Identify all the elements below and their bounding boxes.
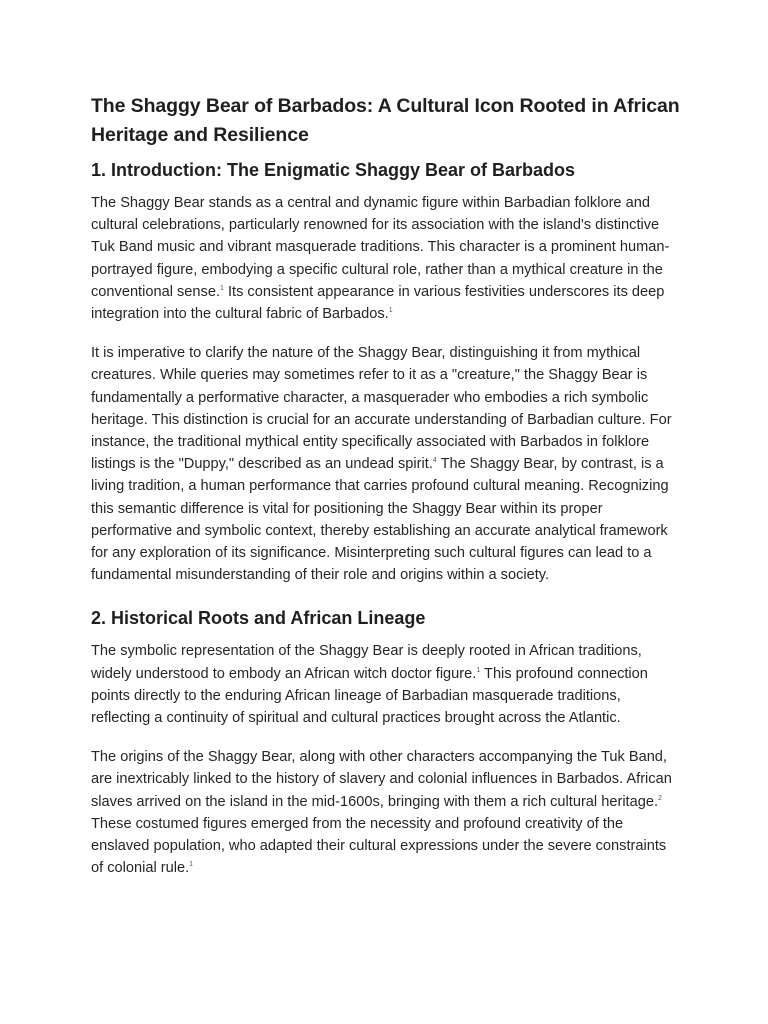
paragraph-text: These costumed figures emerged from the necessity and profound creativity of the enslaved population, who adapted their cultural expressions under the severe constraints of colonial rule.	[91, 815, 667, 877]
paragraph-intro-2	[91, 342, 681, 586]
document-title: The Shaggy Bear of Barbados: A Cultural Icon Rooted in African Heritage and Resilience	[91, 95, 680, 146]
footnote-ref[interactable]: 1	[220, 284, 224, 292]
footnote-ref[interactable]: 1	[476, 666, 481, 674]
footnote-ref[interactable]: 4	[432, 457, 437, 465]
paragraph-text: The symbolic representation of the Shaggy Bear is deeply rooted in African traditions, widely understood to embody an African witch doctor figure.	[91, 643, 642, 682]
paragraph-text: The origins of the Shaggy Bear, along with other characters accompanying the Tuk Band, are inextricably linked to the history of slavery and colonial influences in Barbados. African slaves arrived on the island in the mid-1600s, bringing with them a rich cultural heritage.	[91, 749, 672, 810]
paragraph-text: Its consistent appearance in various festivities underscores its deep integration into the cultural fabric of Barbados.	[91, 283, 665, 323]
paragraph-text: This profound connection points directly to the enduring African lineage of Barbadian masquerade traditions, reflecting a continuity of spiritual and cultural practices brought across the Atlantic.	[91, 665, 648, 727]
section-heading-introduction: 1. Introduction: The Enigmatic Shaggy Bear of Barbados	[91, 160, 576, 180]
paragraph-text: The Shaggy Bear stands as a central and dynamic figure within Barbadian folklore and cultural celebrations, particularly renowned for its association with the island's distinctive Tuk Band music and vibrant masquerade traditions. This character is a prominent human-portrayed figure, embodying a specific cultural role, rather than a mythical creature in the conventional sense.	[91, 195, 670, 300]
section-heading-historical-roots: 2. Historical Roots and African Lineage	[91, 608, 426, 629]
footnote-ref[interactable]: 1	[388, 307, 393, 315]
paragraph-history-1	[91, 640, 681, 729]
paragraph-text: It is imperative to clarify the nature of the Shaggy Bear, distinguishing it from mythical creatures. While queries may sometimes refer to it as a "creature," the Shaggy Bear is fundamentally a performative character, a masquerader who embodies a rich symbolic heritage. This distinction is crucial for an accurate understanding of Barbadian culture. For instance, the traditional mythical entity specifically associated with Barbados in folklore listings is the "Duppy," described as an undead spirit.	[91, 345, 672, 473]
footnote-ref[interactable]: 1	[189, 861, 194, 869]
document-page	[91, 92, 681, 896]
paragraph-text: The Shaggy Bear, by contrast, is a living tradition, a human performance that carries profound cultural meaning. Recognizing this semantic difference is vital for positioning the Shaggy Bear within its proper performative and symbolic context, thereby establishing an accurate analytical framework for any exploration of its significance. Misinterpreting such cultural figures can lead to a fundamental misunderstanding of their role and origins within a society.	[91, 456, 669, 584]
paragraph-intro-1	[91, 192, 681, 325]
paragraph-history-2	[91, 746, 681, 879]
footnote-ref[interactable]: 2	[658, 794, 662, 802]
